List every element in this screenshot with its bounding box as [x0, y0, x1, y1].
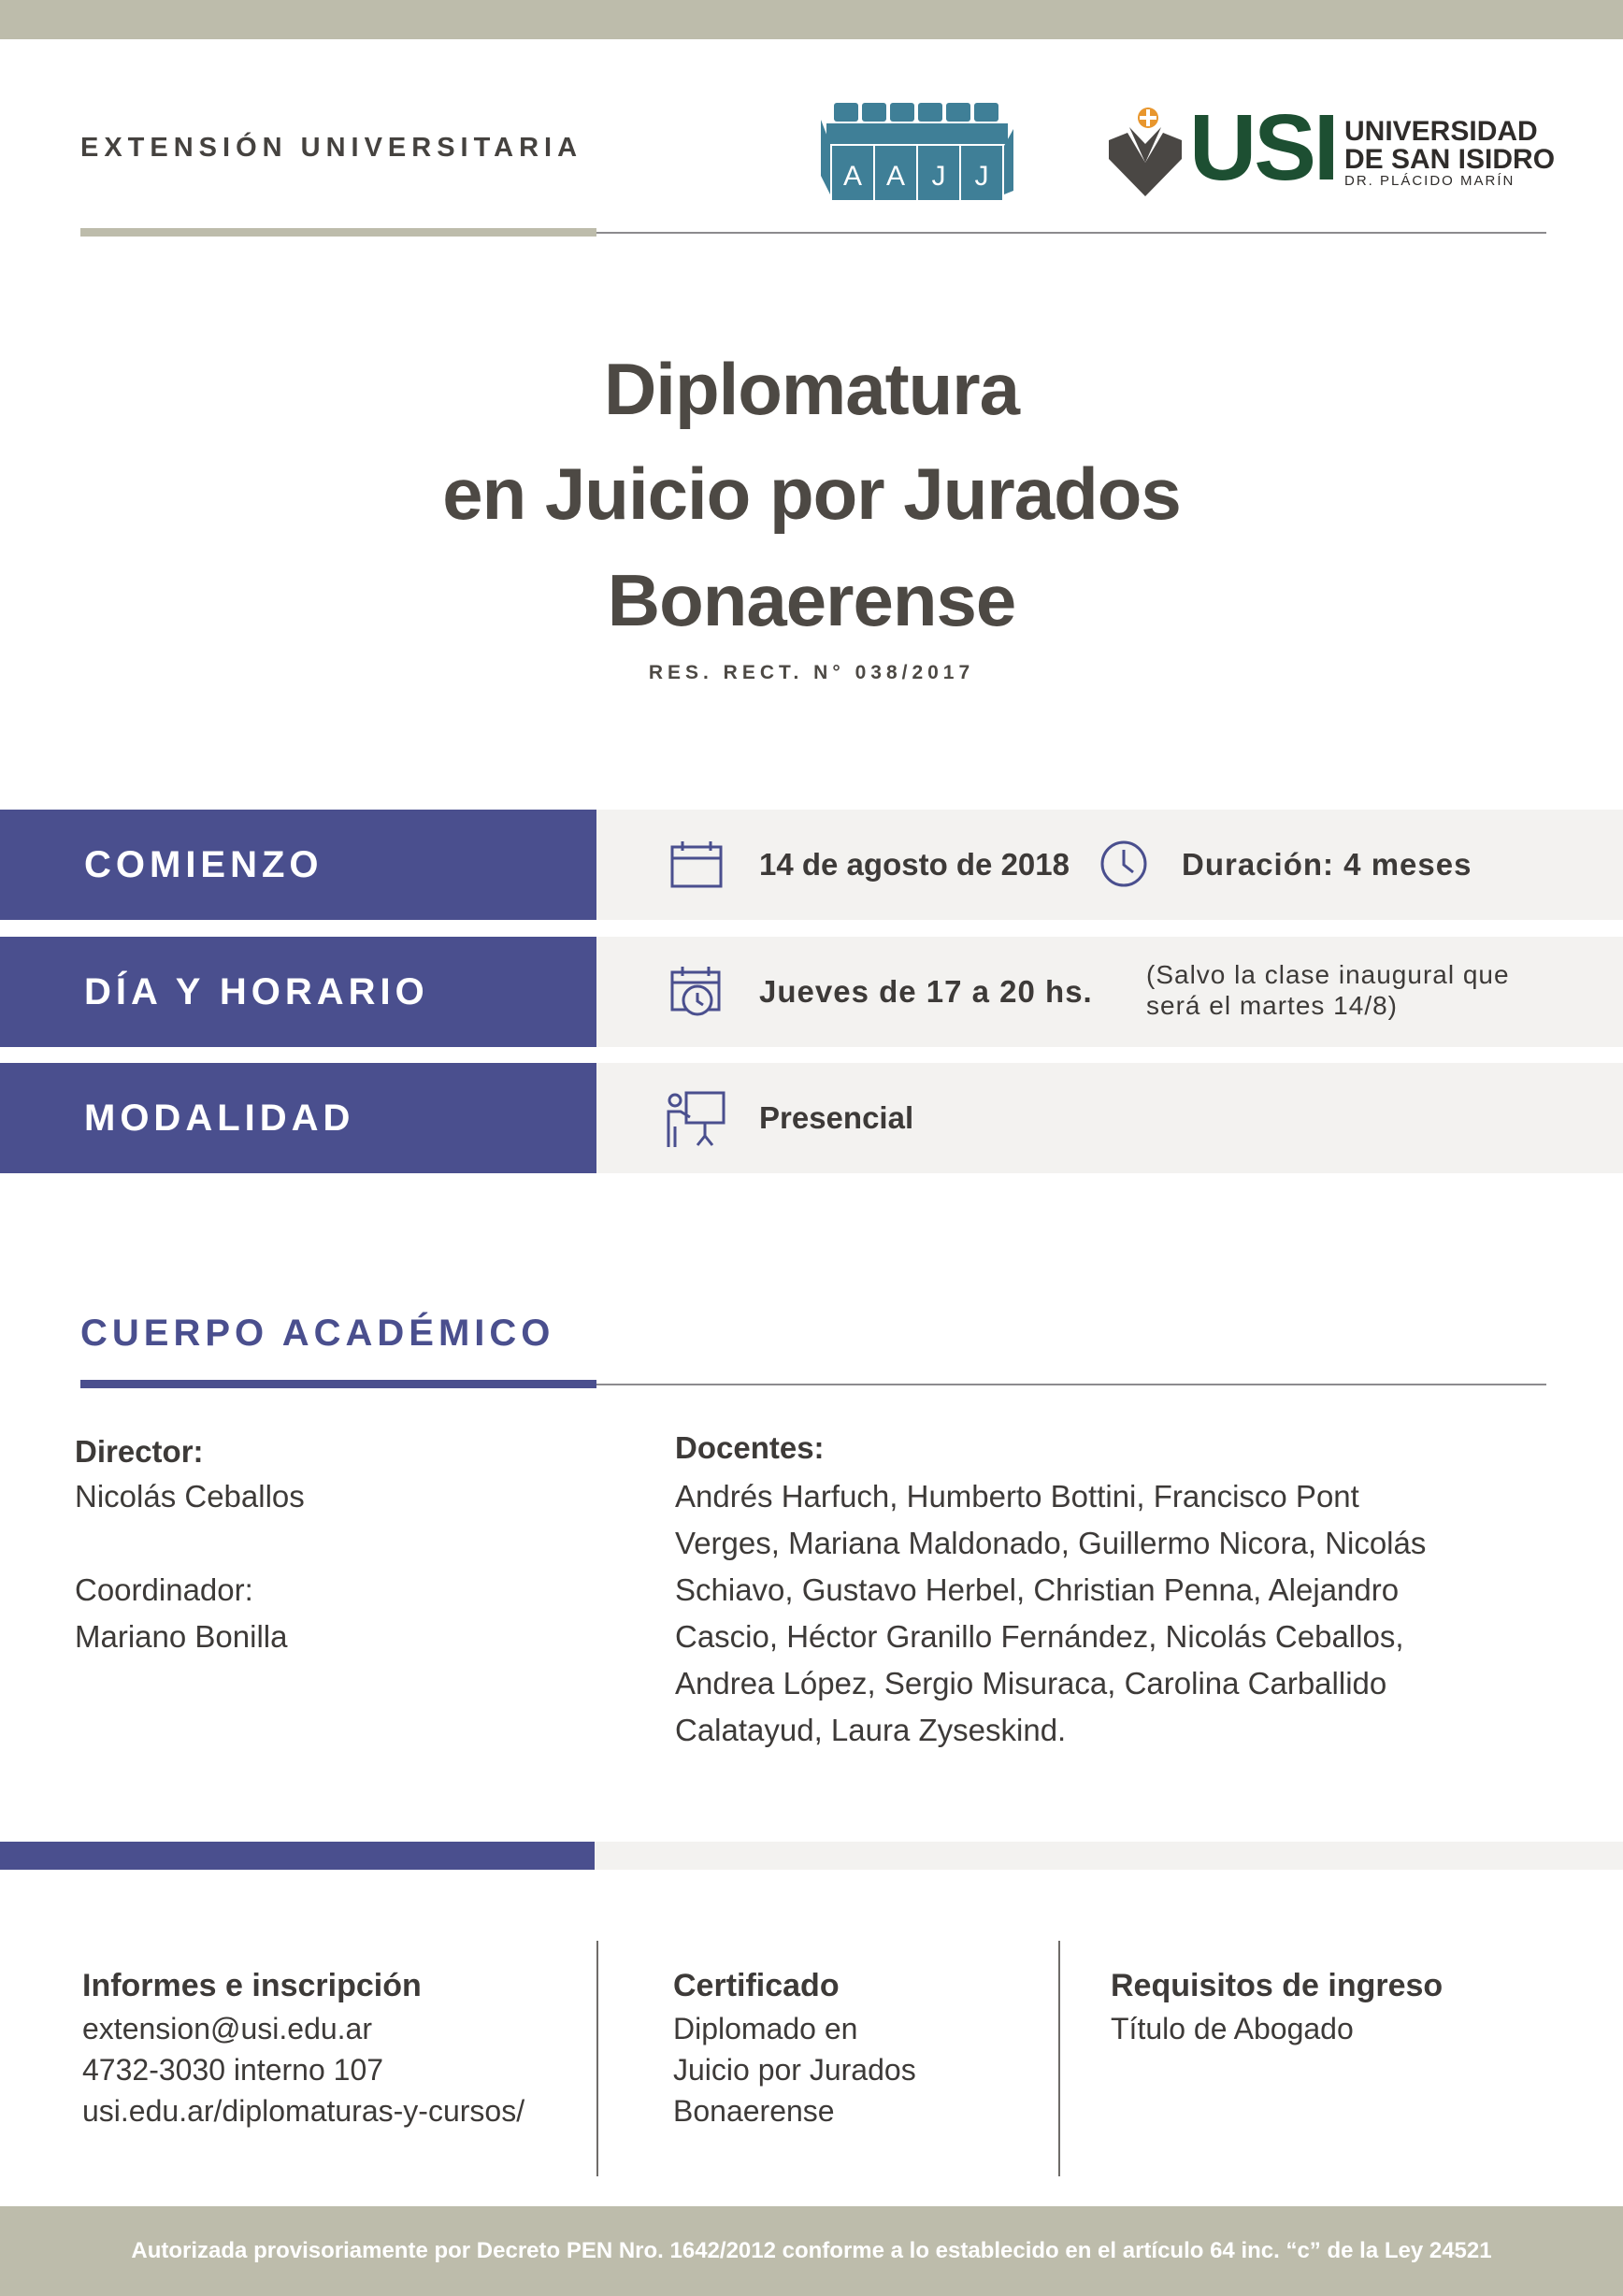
footer-column-divider	[596, 1941, 598, 2176]
info-title: Informes e inscripción	[82, 1968, 422, 2003]
teachers-line: Calatayud, Laura Zyseskind.	[675, 1713, 1067, 1747]
certificate-line: Diplomado en	[673, 2012, 858, 2045]
teachers-label: Docentes:	[675, 1430, 825, 1465]
row-content-modalidad	[596, 1063, 1623, 1173]
aajj-letter: J	[931, 161, 946, 192]
clock-icon	[1099, 839, 1148, 888]
teachers-list	[675, 1473, 1544, 1754]
section-title-academic: CUERPO ACADÉMICO	[80, 1313, 555, 1354]
row-label-text: COMIENZO	[84, 844, 323, 885]
director-label: Director:	[75, 1434, 204, 1469]
resolution-number: RES. RECT. N° 038/2017	[648, 662, 975, 683]
usi-name-line1: UNIVERSIDAD	[1344, 116, 1538, 147]
schedule-note-line2: será el martes 14/8)	[1146, 991, 1398, 1020]
header-divider	[596, 232, 1546, 234]
teachers-line: Schiavo, Gustavo Herbel, Christian Penna, Alejandro	[675, 1572, 1400, 1607]
footer-column-divider	[1058, 1941, 1060, 2176]
usi-acronym: USI	[1189, 95, 1337, 200]
aajj-letter: A	[885, 161, 906, 192]
section-label: EXTENSIÓN UNIVERSITARIA	[80, 133, 583, 163]
legal-band	[0, 2206, 1623, 2296]
footer-band	[595, 1842, 1623, 1870]
aajj-logo	[821, 101, 1013, 202]
row-label-horario	[0, 937, 596, 1047]
requirements-title: Requisitos de ingreso	[1111, 1968, 1443, 2003]
legal-notice: Autorizada provisoriamente por Decreto PEN Nro. 1642/2012 conforme a lo establecido en el artículo 64 inc. “c” de la Ley 24521	[131, 2238, 1492, 2263]
aajj-letter: J	[974, 161, 989, 192]
page-title-line3: Bonaerense	[607, 559, 1016, 641]
certificate-line: Juicio por Jurados	[673, 2053, 916, 2087]
info-url: usi.edu.ar/diplomaturas-y-cursos/	[82, 2094, 525, 2128]
presenter-board-icon	[666, 1089, 727, 1149]
row-label-text: DÍA Y HORARIO	[84, 971, 429, 1012]
director-name: Nicolás Ceballos	[75, 1479, 305, 1514]
teachers-line: Verges, Mariana Maldonado, Guillermo Nicora, Nicolás	[675, 1526, 1427, 1560]
modality: Presencial	[759, 1100, 914, 1135]
row-label-modalidad	[0, 1063, 596, 1173]
row-label-comienzo	[0, 810, 596, 920]
schedule: Jueves de 17 a 20 hs.	[759, 974, 1093, 1009]
row-content-comienzo	[596, 810, 1623, 920]
teachers-line: Andrés Harfuch, Humberto Bottini, Francisco Pont	[675, 1479, 1359, 1514]
section-divider	[596, 1384, 1546, 1385]
usi-emblem-icon	[1109, 107, 1182, 196]
header-divider-accent	[80, 228, 596, 237]
info-phone: 4732-3030 interno 107	[82, 2053, 384, 2087]
page-title-line1: Diplomatura	[603, 348, 1020, 430]
coordinator-label: Coordinador:	[75, 1572, 253, 1607]
certificate-line: Bonaerense	[673, 2094, 835, 2128]
usi-name-line3: DR. PLÁCIDO MARÍN	[1344, 173, 1515, 189]
info-email: extension@usi.edu.ar	[82, 2012, 372, 2045]
row-content-horario	[596, 937, 1623, 1047]
start-date: 14 de agosto de 2018	[759, 847, 1070, 882]
duration: Duración: 4 meses	[1182, 847, 1472, 882]
calendar-clock-icon	[669, 965, 724, 1019]
requirements-value: Título de Abogado	[1111, 2012, 1354, 2045]
coordinator-name: Mariano Bonilla	[75, 1619, 288, 1654]
section-divider-accent	[80, 1380, 596, 1388]
teachers-line: Andrea López, Sergio Misuraca, Carolina Carballido	[675, 1666, 1387, 1700]
top-band	[0, 0, 1623, 39]
usi-name-line2: DE SAN ISIDRO	[1344, 144, 1556, 175]
page-title-line2: en Juicio por Jurados	[442, 452, 1181, 535]
schedule-note-line1: (Salvo la clase inaugural que	[1146, 960, 1510, 989]
certificate-title: Certificado	[673, 1968, 840, 2003]
row-label-text: MODALIDAD	[84, 1098, 355, 1139]
aajj-letter: A	[842, 161, 863, 192]
calendar-icon	[669, 838, 724, 892]
teachers-line: Cascio, Héctor Granillo Fernández, Nicolás Ceballos,	[675, 1619, 1404, 1654]
footer-band-accent	[0, 1842, 595, 1870]
